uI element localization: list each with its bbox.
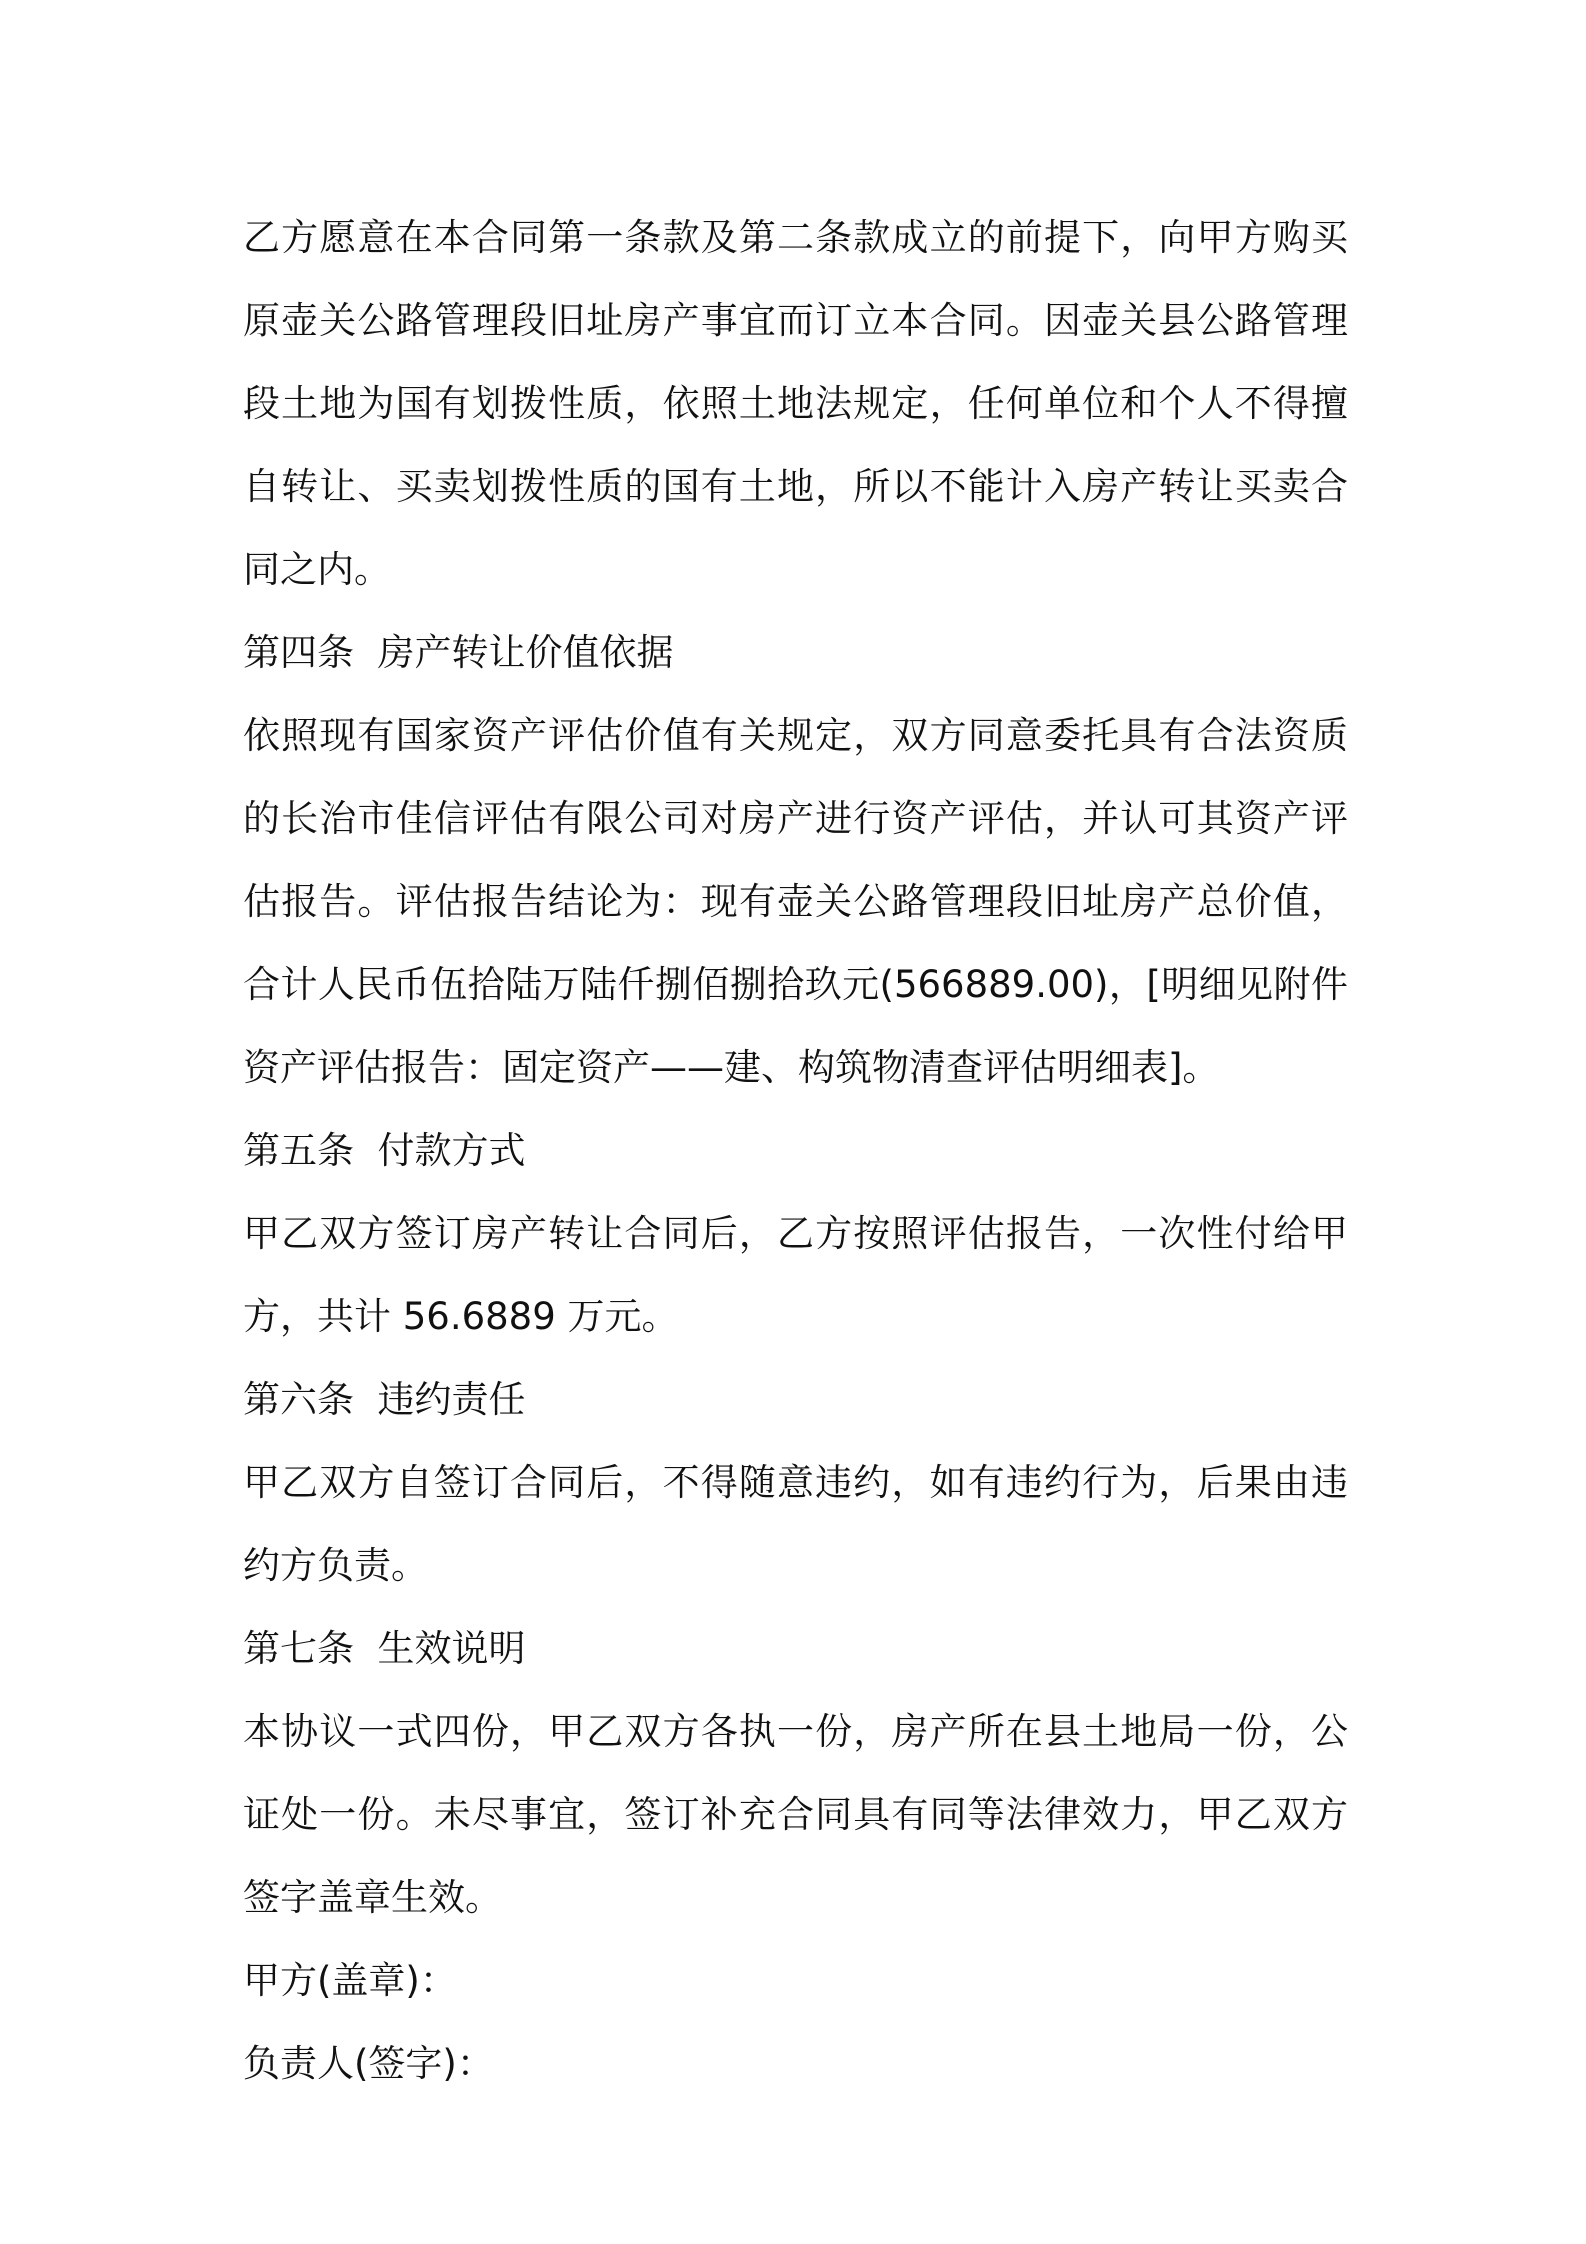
responsible-person-signature-line: 负责人(签字)：: [243, 2042, 494, 2085]
clause-4-body: 依照现有国家资产评估价值有关规定，双方同意委托具有合法资质的长治市佳信评估有限公司对房产进行资产评估，并认可其资产评估报告。评估报告结论为：现有壶关公路管理段旧址房产总价值，合计人民币伍拾陆万陆仟捌佰捌拾玖元(566889.00)，[明细见附件资产评估报告：固定资产——建、构筑物清查评估明细表]。: [243, 714, 1348, 1089]
party-a-seal-line: 甲方(盖章)：: [243, 1959, 457, 2002]
clause-5-body: 甲乙双方签订房产转让合同后，乙方按照评估报告，一次性付给甲方，共计 56.6889 万元。: [243, 1212, 1348, 1338]
clause-5-heading: 第五条 付款方式: [243, 1129, 526, 1172]
clause-7-heading: 第七条 生效说明: [243, 1627, 526, 1670]
clause-6-body: 甲乙双方自签订合同后，不得随意违约，如有违约行为，后果由违约方负责。: [243, 1461, 1348, 1587]
document-body: [243, 196, 1348, 2105]
clause-6-heading: 第六条 违约责任: [243, 1378, 526, 1421]
clause-7-body: 本协议一式四份，甲乙双方各执一份，房产所在县土地局一份，公证处一份。未尽事宜，签订补充合同具有同等法律效力，甲乙双方签字盖章生效。: [243, 1710, 1348, 1919]
clause-4-heading: 第四条 房产转让价值依据: [243, 631, 674, 674]
clause-3-body: 乙方愿意在本合同第一条款及第二条款成立的前提下，向甲方购买原壶关公路管理段旧址房产事宜而订立本合同。因壶关县公路管理段土地为国有划拨性质，依照土地法规定，任何单位和个人不得擅自转让、买卖划拨性质的国有土地，所以不能计入房产转让买卖合同之内。: [243, 216, 1348, 591]
